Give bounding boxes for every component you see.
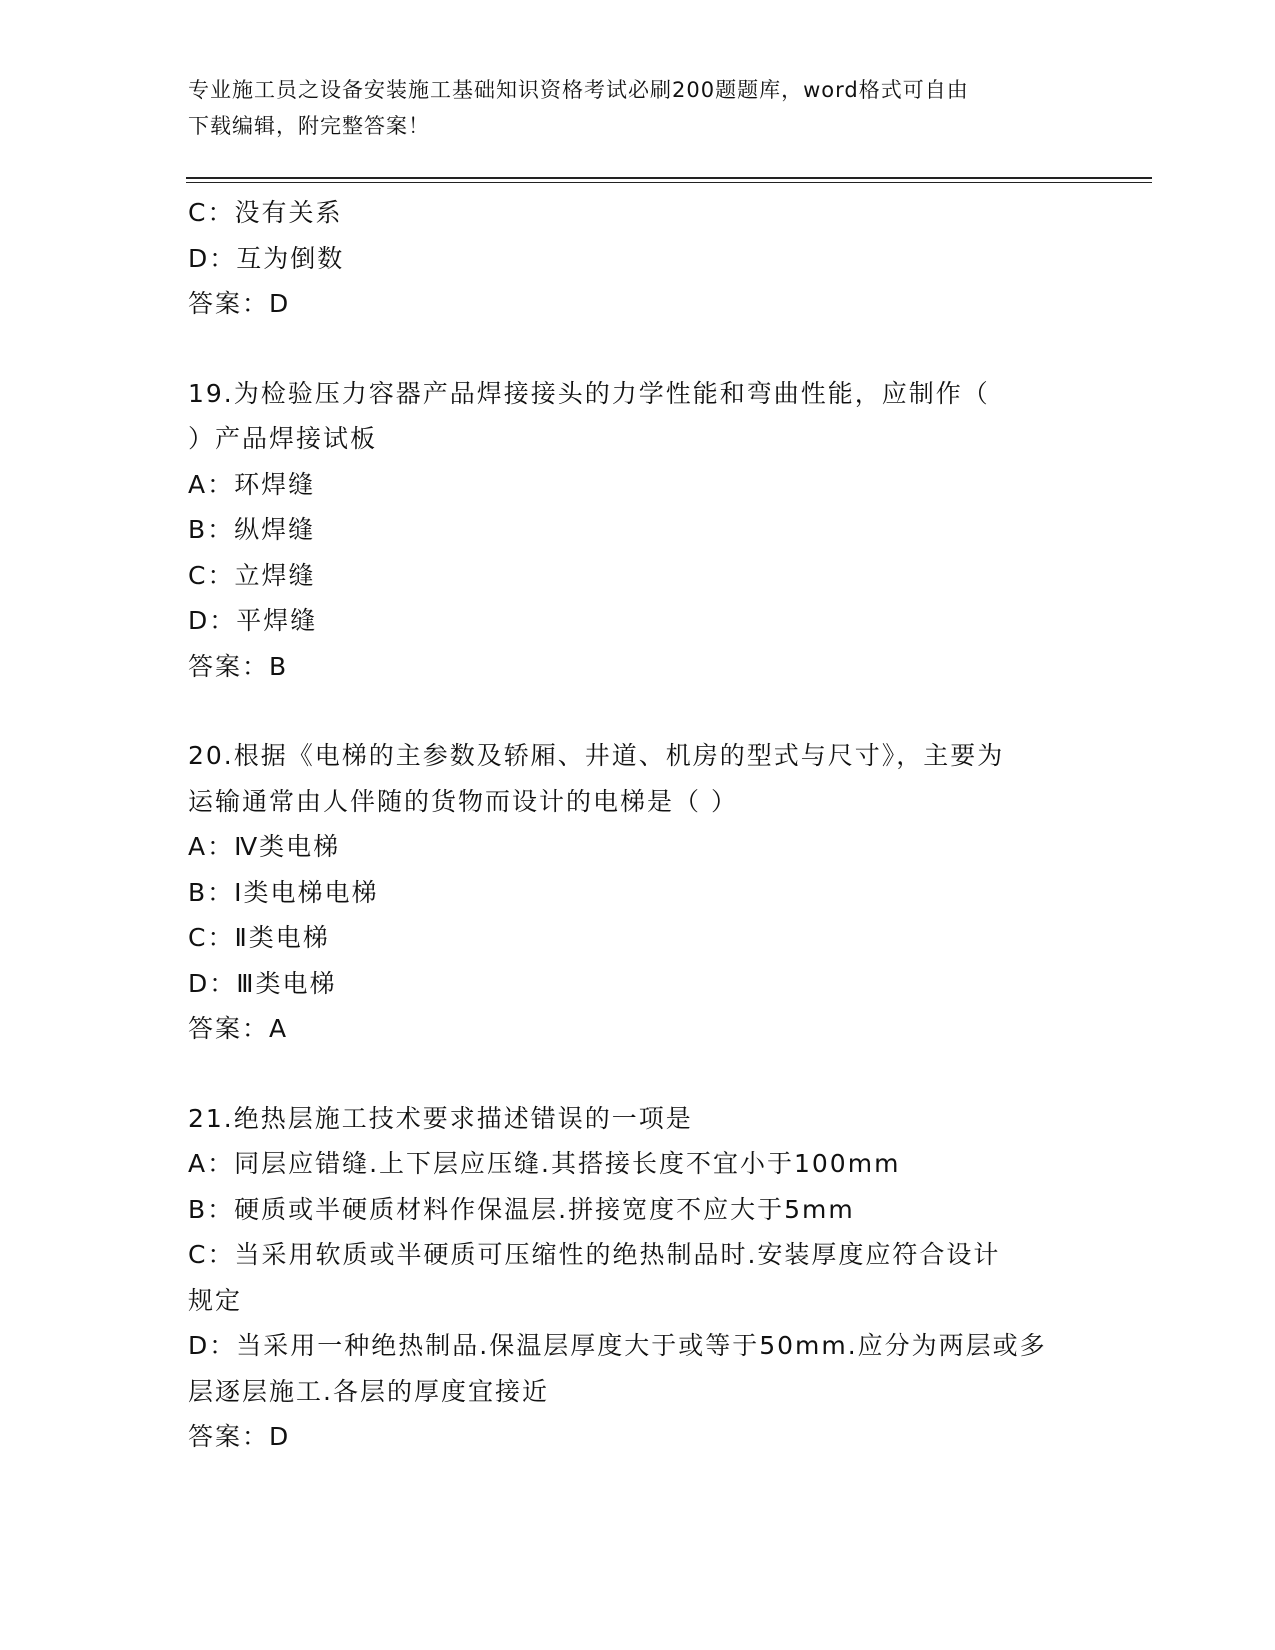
header-rule-thick (186, 177, 1152, 179)
option-c: C：当采用软质或半硬质可压缩性的绝热制品时.安装厚度应符合设计 (188, 1240, 1001, 1269)
option-c-continued: 规定 (188, 1285, 243, 1315)
option-b: B：Ⅰ类电梯电梯 (188, 877, 379, 907)
option-d: D：当采用一种绝热制品.保温层厚度大于或等于50mm.应分为两层或多 (188, 1331, 1047, 1360)
question-stem: 20.根据《电梯的主参数及轿厢、井道、机房的型式与尺寸》，主要为 (188, 741, 1005, 770)
question-stem: 19.为检验压力容器产品焊接接头的力学性能和弯曲性能，应制作（ (188, 378, 990, 408)
spacer (188, 1052, 1088, 1096)
answer-line: 答案：D (188, 289, 291, 318)
question-list (188, 190, 1088, 1460)
option-b: B：硬质或半硬质材料作保温层.拼接宽度不应大于5mm (188, 1194, 855, 1224)
option-d: D：Ⅲ类电梯 (188, 968, 337, 998)
option-b: B：纵焊缝 (188, 515, 316, 544)
question-stem-continued: ）产品焊接试板 (188, 424, 378, 453)
question-19 (188, 371, 1088, 690)
question-stem: 21.绝热层施工技术要求描述错误的一项是 (188, 1103, 693, 1133)
spacer (188, 689, 1088, 733)
option-a: A：Ⅳ类电梯 (188, 832, 341, 861)
option-d: D：平焊缝 (188, 606, 318, 635)
option-d: D：互为倒数 (188, 243, 345, 273)
answer-line: 答案：B (188, 651, 289, 681)
spacer (188, 327, 1088, 371)
option-c: C：Ⅱ类电梯 (188, 923, 330, 952)
question-21 (188, 1096, 1088, 1460)
document-header (188, 72, 1068, 144)
question-stem-continued: 运输通常由人伴随的货物而设计的电梯是（ ） (188, 786, 738, 816)
option-c: C：立焊缝 (188, 560, 316, 590)
option-a: A：同层应错缝.上下层应压缝.其搭接长度不宜小于100mm (188, 1149, 901, 1178)
header-rule-thin (186, 182, 1152, 183)
question-20 (188, 733, 1088, 1052)
option-a: A：环焊缝 (188, 469, 316, 499)
option-d-continued: 层逐层施工.各层的厚度宜接近 (188, 1376, 549, 1406)
option-c: C：没有关系 (188, 198, 343, 227)
header-line-1: 专业施工员之设备安装施工基础知识资格考试必刷200题题库，word格式可自由 (188, 78, 969, 102)
answer-line: 答案：A (188, 1014, 289, 1043)
question-18-tail (188, 190, 1088, 327)
header-line-2: 下载编辑，附完整答案！ (188, 114, 430, 138)
answer-line: 答案：D (188, 1422, 291, 1451)
